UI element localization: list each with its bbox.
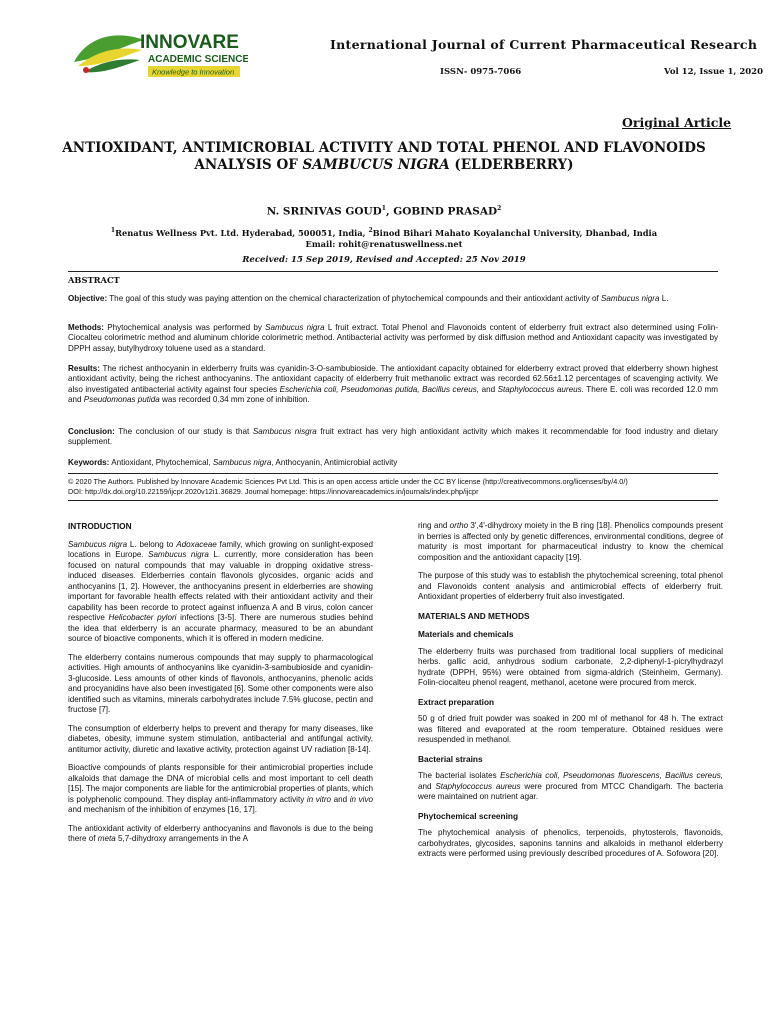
phyto-paragraph: The phytochemical analysis of phenolics, terpenoids, phytosterols, flavonoids, carbohydrates, glycosides, saponins tannins and alkaloids in methanol elderberry extracts were performed using previously described procedures of A. Sofowora [20]. [418, 828, 723, 858]
intro-paragraph-6: ring and ortho 3',4'-dihydroxy moiety in the B ring [18]. Phenolics compounds present in berries is affected only by genetic differences, environmental conditions, degree of maturity is most important for pharmaceutical industry to know the chemical composition and the antioxidant capacity [19]. [418, 521, 723, 562]
intro-paragraph-1: Sambucus nigra L. belong to Adoxaceae family, which growing on sunlight-exposed locations in Europe. Sambucus nigra L. currently, more consideration has been focused on natural compounds that may valuable in dropping oxidative stress-induced diseases. Elderberries contain flavonols glycosides, organic acids and anthocyanins [1, 2]. However, the anthocyanins present in elderberries are showing important for favorable health effects related with their antioxidant activity and their capability has been recorde to protect against influenza A and B virus, colon cancer respective Helicobacter pylori infections [3-5]. There are numerous studies behind the idea that elderberry is an accurate pharmacy, measured to be an abundant source of bioactive components, which it is offered in modern medicine. [68, 539, 374, 643]
extract-subheading: Extract preparation [418, 696, 495, 707]
issn: ISSN- 0975-7066 [440, 67, 522, 77]
doi-line: DOI: http://dx.doi.org/10.22159/ijcpr.2020v12i1.36829. Journal homepage: https://innovareacademics.in/journals/index.php/ijcpr [68, 486, 479, 496]
article-type: Original Article [622, 115, 732, 130]
logo-subtitle: ACADEMIC SCIENCES [148, 54, 248, 65]
extract-paragraph: 50 g of dried fruit powder was soaked in 200 ml of methanol for 48 h. The extract was filtered and evaporated at the room temperature. Obtained residues were resuspended in methanol. [418, 714, 723, 744]
materials-subheading: Materials and chemicals [418, 629, 514, 639]
materials-paragraph: The elderberry fruits was purchased from traditional local suppliers of medicinal herbs. gallic acid, anhydrous sodium carbonate, 2,2-diphenyl-1-picrylhydrazyl hydrate (DPPH, 95%) were obtained from sigma-aldrich (Steinheim, Germany). Folin-ciocalteu phenol reagent, methanol, acetone were procured from merck. [418, 646, 723, 687]
title-line-2: ANALYSIS OF SAMBUCUS NIGRA (ELDERBERRY) [194, 157, 574, 173]
logo-text: INNOVARE [140, 32, 239, 53]
copyright-notice [68, 477, 718, 496]
abstract-heading: ABSTRACT [68, 275, 120, 285]
intro-paragraph-5: The antioxidant activity of elderberry anthocyanins and flavonols is due to the being there of meta 5,7-dihydroxy arrangements in the A [68, 823, 373, 843]
divider-top [68, 271, 718, 272]
abstract-results: Results: The richest anthocyanin in elderberry fruits was cyanidin-3-O-sambubioside. The antioxidant capacity obtained for elderberry extract proved that elderberry shown highest antioxidant activity, being the richest anthocyanins. The antioxidant capacity of elderberry fruit methanolic extract was recorded 62.56±1.12 percentages of scavenging activity. We also investigated antibacterial activity against four species Escherichia coli, Pseudomonas putida, Bacillus cereus, and Staphylococcus aureus. There E. coli was recorded 12.0 mm and Pseudomonas putida was recorded 0.34 mm zone of inhibition. [68, 364, 718, 405]
affiliations: $^1$Renatus Wellness Pvt. Ltd. Hyderabad, 500051, India, $^2$Binod Bihari Mahato Koyalanchal University, Dhanbad, India Email: rohit@renatuswellness.net [60, 225, 708, 250]
divider-middle [68, 473, 718, 474]
author-2: GOBIND PRASAD [393, 205, 498, 218]
intro-paragraph-2: The elderberry contains numerous compounds that may supply to pharmacological activities. High amounts of anthocyanins like cyanidin-3-sambubioside and cyanidin-3-glucoside. Less amounts of other kinds of flavonols, anthocyanins, phenolic acids and procyanidins have also been investigated [6]. Some other components were also identified such as vitamins, minerals carbohydrates include 7.5% glucose, pectin and fructose [7]. [68, 652, 373, 714]
bacteria-paragraph: The bacterial isolates Escherichia coli, Pseudomonas fluorescens, Bacillus cereus, and Staphylococcus aureus were procured from MTCC Chandigarh. The bacteria were maintained on nutrient agar. [418, 771, 723, 801]
article-title [60, 140, 708, 174]
author-1: N. SRINIVAS GOUD [266, 205, 382, 218]
intro-paragraph-4: Bioactive compounds of plants responsible for their antimicrobial properties include alkaloids that damage the DNA of microbial cells and most important to cell death [15]. The major components are liable for the antimicrobial properties of plants, which is polyphenolic compound. They display anti-inflammatory activity in vitro and in vivo and mechanism of the inhibition of enzymes [16, 17]. [68, 763, 373, 814]
intro-heading: INTRODUCTION [68, 521, 132, 531]
email: Email: rohit@renatuswellness.net [305, 238, 463, 249]
license-line: © 2020 The Authors. Published by Innovare Academic Sciences Pvt Ltd. This is an open access article under the CC BY license (http://creativecommons.org/licenses/by/4.0/) [68, 477, 628, 486]
authors: N. SRINIVAS GOUD$^1$, GOBIND PRASAD$^2$ [266, 205, 502, 218]
intro-paragraph-3: The consumption of elderberry helps to prevent and therapy for many diseases, like diabetes, obesity, immune system stimulation, antibacterial and antifungal activity, antitumor activity, diuretic and laxative activity, protection against UV radiation [8-14]. [68, 723, 373, 754]
bacteria-subheading: Bacterial strains [418, 753, 483, 764]
logo-tagline: Knowledge to Innovation [152, 67, 235, 77]
journal-title: International Journal of Current Pharmaceutical Research [330, 37, 758, 52]
divider-bottom [68, 500, 718, 501]
abstract-methods: Methods: Phytochemical analysis was performed by Sambucus nigra L fruit extract. Total Phenol and Flavonoids content of elderberry fruit extract also determined using Folin-Ciocalteu colorimetric method and aluminum chloride colorimetric method. Antibacterial activity was performed by disk diffusion method and Antioxidant capacity was investigated by DPPH assay, butylhydroxy toluene used as a standard. [68, 323, 718, 353]
methods-heading: MATERIALS AND METHODS [418, 610, 530, 621]
right-column [418, 521, 723, 868]
volume-issue: Vol 12, Issue 1, 2020 [664, 67, 764, 77]
phyto-subheading: Phytochemical screening [418, 810, 519, 821]
abstract-objective: Objective: The goal of this study was paying attention on the chemical characterization of phytochemical compounds and their antioxidant activity of Sambucus nigra L. [68, 294, 669, 303]
keywords: Keywords: Antioxidant, Phytochemical, Sambucus nigra, Anthocyanin, Antimicrobial activity [68, 458, 398, 467]
purpose-paragraph: The purpose of this study was to establish the phytochemical screening, total phenol and Flavonoids content analysis and antimicrobial effects of elderberry fruit. Antioxidant properties of elderberry fruit also investigated. [418, 571, 723, 601]
leaf-logo-icon [68, 26, 248, 86]
abstract-conclusion: Conclusion: The conclusion of our study is that Sambucus nisgra fruit extract has very high antioxidant activity which makes it recommendable for food industry and dietary supplement. [68, 427, 718, 447]
left-column [68, 521, 373, 853]
received-dates: Received: 15 Sep 2019, Revised and Accepted: 25 Nov 2019 [242, 255, 526, 265]
title-line-1: ANTIOXIDANT, ANTIMICROBIAL ACTIVITY AND TOTAL PHENOL AND FLAVONOIDS [62, 140, 706, 156]
journal-logo [68, 26, 248, 86]
